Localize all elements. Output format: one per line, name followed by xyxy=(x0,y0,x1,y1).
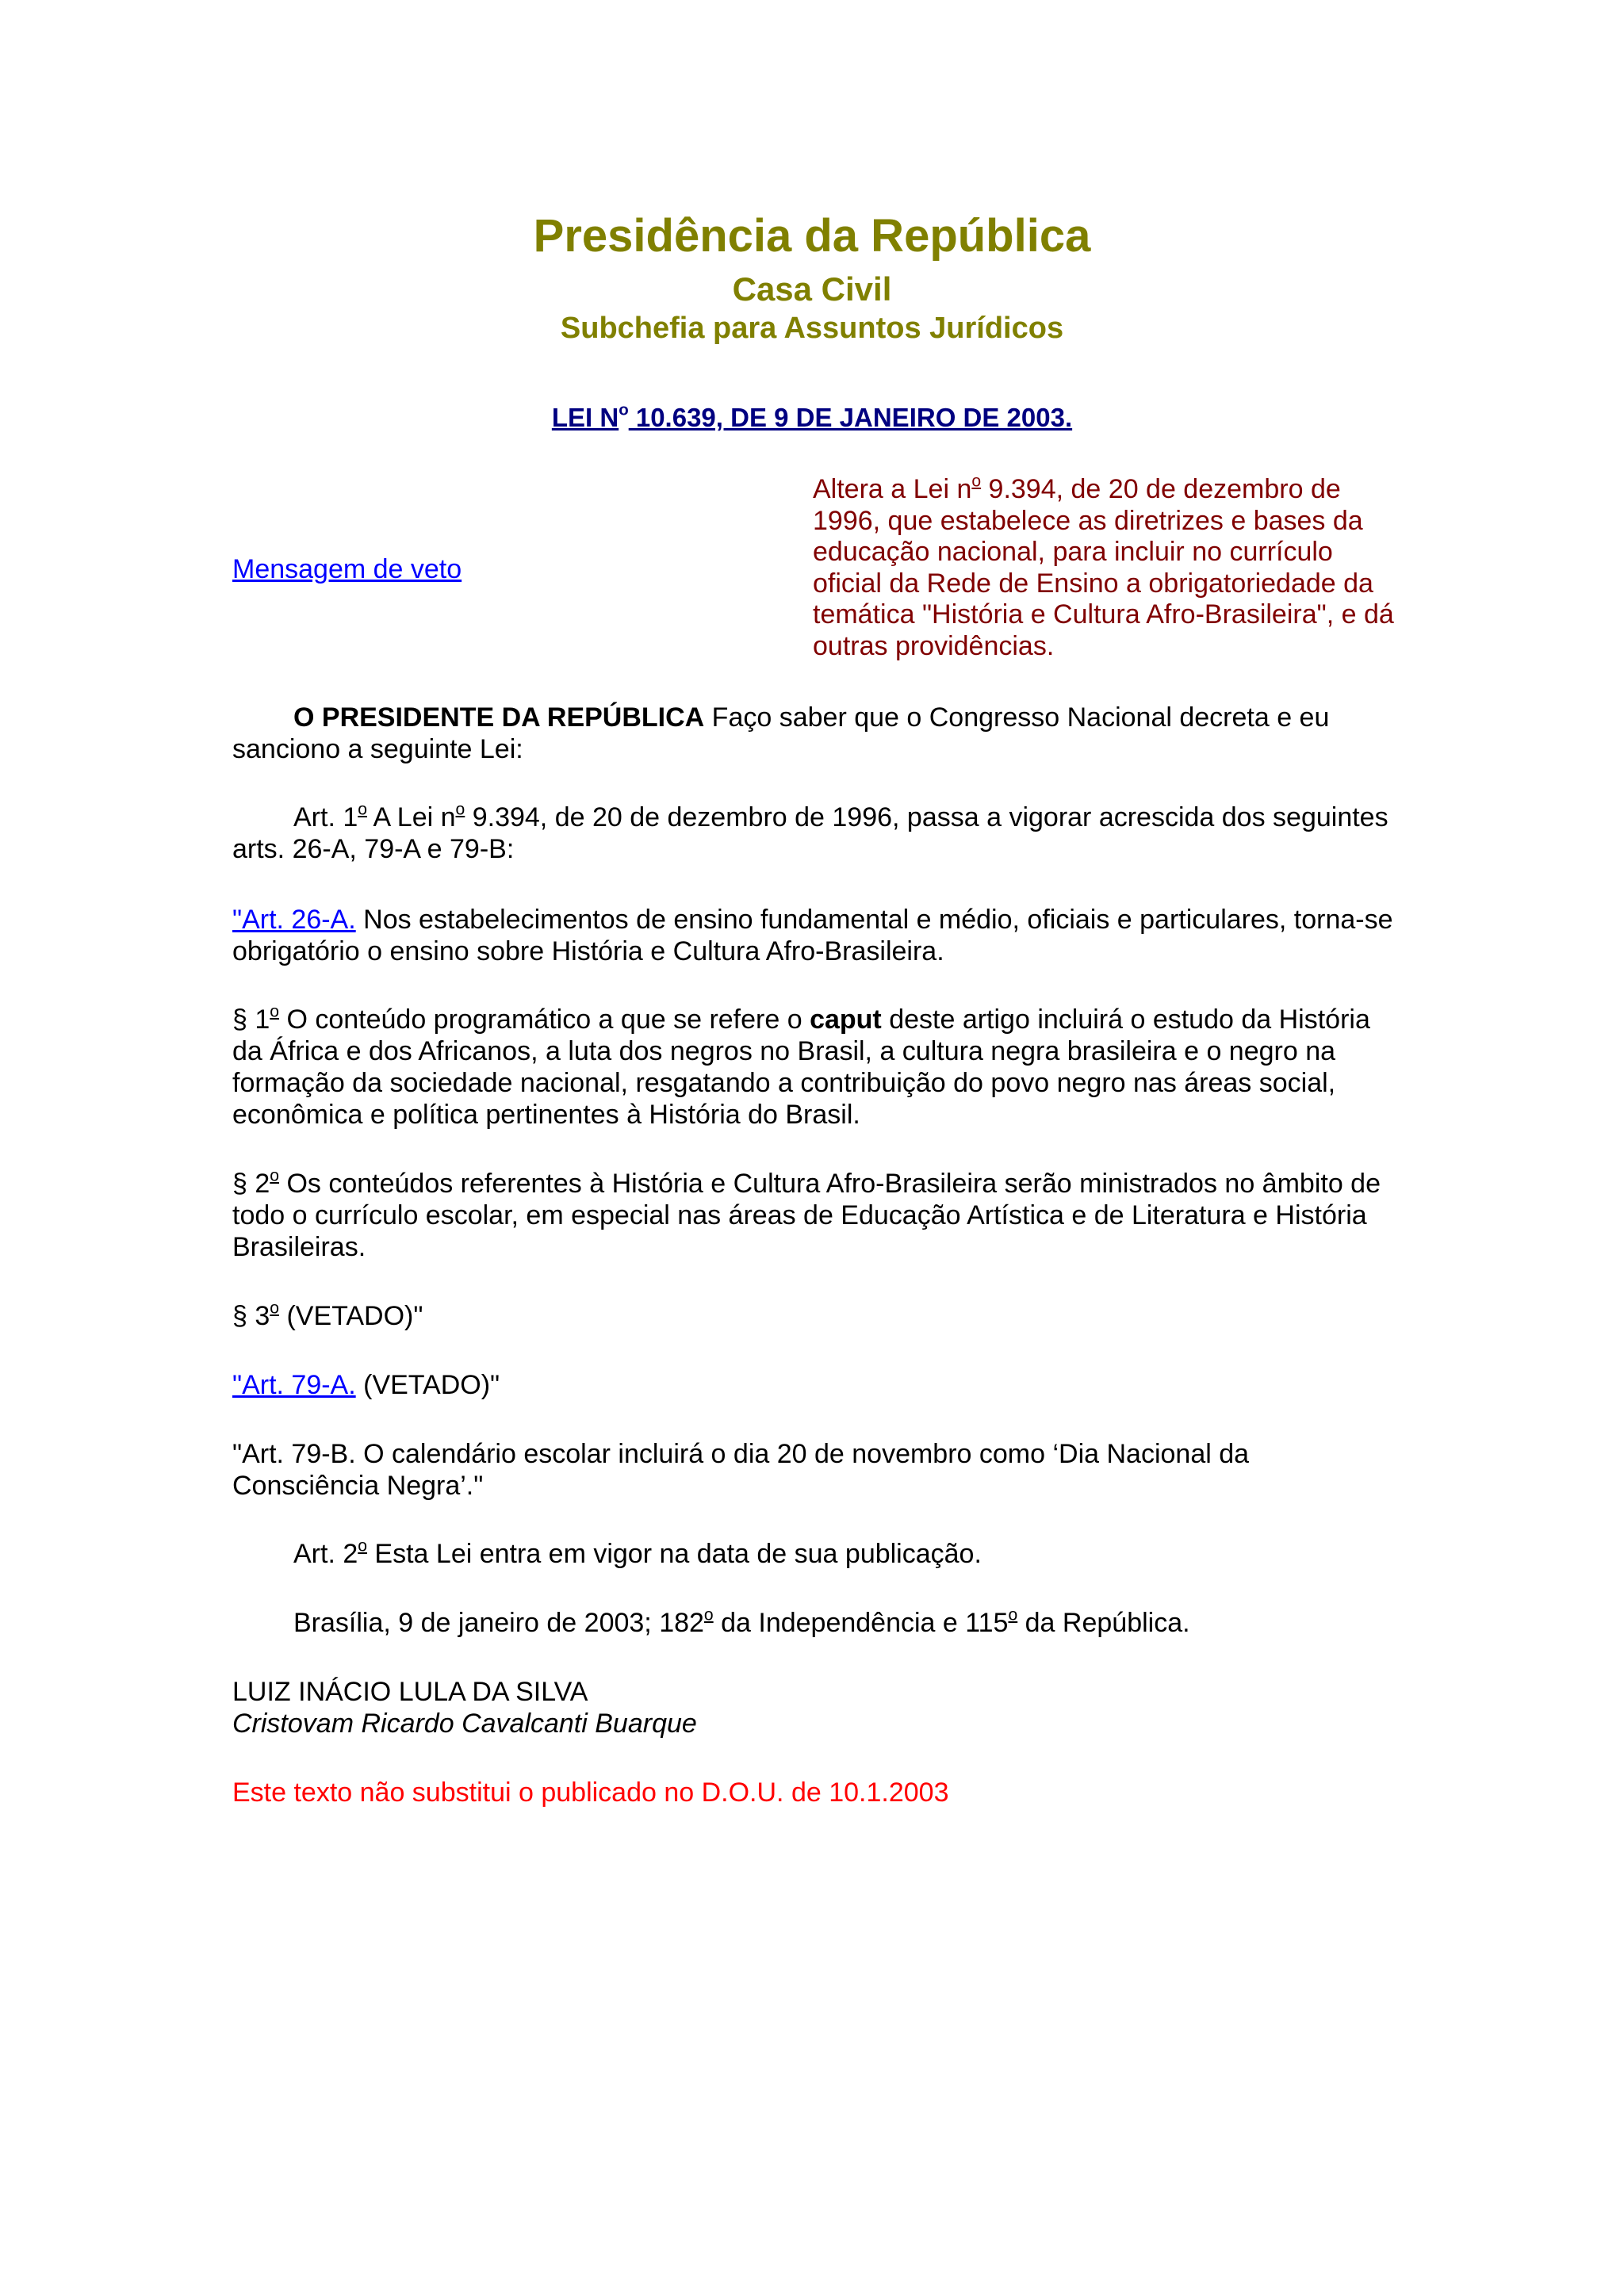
preamble xyxy=(232,702,1402,765)
par2-sup: o xyxy=(270,1166,279,1185)
article-79b xyxy=(232,1438,1402,1502)
dou-notice: Este texto não substitui o publicado no D.O.U. de 10.1.2003 xyxy=(232,1777,949,1808)
law-title-sup: o xyxy=(619,400,629,419)
par1-text-c: deste artigo incluirá o estudo da História da África e dos Africanos, a luta dos negros no Brasil, a cultura negra brasileira e o negro na formação da sociedade nacional, resgatando a contribuição do povo negro nas áreas social, econômica e política pertinentes à História do Brasil. xyxy=(232,1004,1370,1130)
signature-president: LUIZ INÁCIO LULA DA SILVA xyxy=(232,1677,588,1707)
place-date-a: Brasília, 9 de janeiro de 2003; 182 xyxy=(293,1608,704,1638)
par1-text-a: § 1 xyxy=(232,1004,270,1035)
par2-text-a: § 2 xyxy=(232,1169,270,1199)
art26a-text: Nos estabelecimentos de ensino fundamental e médio, oficiais e particulares, torna-se obrigatório o ensino sobre História e Cultura Afro-Brasileira. xyxy=(232,905,1393,966)
art2-text-b: Esta Lei entra em vigor na data de sua publicação. xyxy=(366,1539,982,1569)
signature-minister: Cristovam Ricardo Cavalcanti Buarque xyxy=(232,1709,697,1739)
law-title-prefix: LEI N xyxy=(551,403,619,432)
art79b-text: "Art. 79-B. O calendário escolar incluirá o dia 20 de novembro como ‘Dia Nacional da Consciência Negra’." xyxy=(232,1439,1250,1501)
place-date-sup1: o xyxy=(703,1605,714,1624)
paragraph-1 xyxy=(232,1004,1402,1131)
law-title[interactable] xyxy=(0,401,1624,434)
par3-text-b: (VETADO)" xyxy=(279,1301,423,1331)
ementa-sup: o xyxy=(971,472,982,491)
article-2 xyxy=(232,1538,1402,1570)
place-date-b: da Independência e 115 xyxy=(713,1608,1009,1638)
par1-sup: o xyxy=(270,1002,279,1021)
par1-caput: caput xyxy=(810,1004,882,1035)
art1-sup2: o xyxy=(455,800,465,819)
art1-text-b: A Lei n xyxy=(366,802,456,832)
par3-sup: o xyxy=(270,1299,279,1318)
veto-message-link[interactable]: Mensagem de veto xyxy=(232,554,462,584)
article-79a xyxy=(232,1369,1402,1401)
par3-text-a: § 3 xyxy=(232,1301,270,1331)
paragraph-2 xyxy=(232,1168,1402,1263)
preamble-text: Faço saber que o Congresso Nacional decreta e eu sanciono a seguinte Lei: xyxy=(232,702,1330,764)
place-date-sup2: o xyxy=(1008,1605,1018,1624)
header-title: Presidência da República xyxy=(533,210,1091,262)
par1-text-b: O conteúdo programático a que se refere o xyxy=(279,1004,810,1035)
art26a-link[interactable]: "Art. 26-A. xyxy=(232,905,356,935)
law-title-rest: 10.639, DE 9 DE JANEIRO DE 2003. xyxy=(628,403,1073,432)
art1-text-c: 9.394, de 20 de dezembro de 1996, passa a vigorar acrescida dos seguintes arts. 26-A, 79-A e 79-B: xyxy=(232,802,1388,864)
place-date xyxy=(232,1607,1402,1639)
ementa-text-b: 9.394, de 20 de dezembro de 1996, que estabelece as diretrizes e bases da educação nacional, para incluir no currículo oficial da Rede de Ensino a obrigatoriedade da temática "História e Cultura Afro-Brasileira", e dá outras providências. xyxy=(813,474,1394,661)
article-1 xyxy=(232,802,1402,865)
header-subtitle: Casa Civil xyxy=(732,270,892,308)
art2-sup: o xyxy=(358,1536,367,1556)
art79a-text: (VETADO)" xyxy=(355,1370,500,1400)
article-26a xyxy=(232,904,1402,967)
art79a-link[interactable]: "Art. 79-A. xyxy=(232,1370,356,1400)
art1-sup1: o xyxy=(358,800,367,819)
preamble-bold: O PRESIDENTE DA REPÚBLICA xyxy=(293,702,705,733)
ementa-text-a: Altera a Lei n xyxy=(813,474,972,504)
par2-text-b: Os conteúdos referentes à História e Cultura Afro-Brasileira serão ministrados no âmbito de todo o currículo escolar, em especial nas áreas de Educação Artística e de Literatura e História Brasileiras. xyxy=(232,1169,1381,1262)
ementa xyxy=(813,474,1400,662)
place-date-c: da República. xyxy=(1017,1608,1190,1638)
header-office: Subchefia para Assuntos Jurídicos xyxy=(560,312,1064,345)
art2-text-a: Art. 2 xyxy=(293,1539,358,1569)
paragraph-3 xyxy=(232,1300,1402,1332)
art1-text-a: Art. 1 xyxy=(293,802,358,832)
